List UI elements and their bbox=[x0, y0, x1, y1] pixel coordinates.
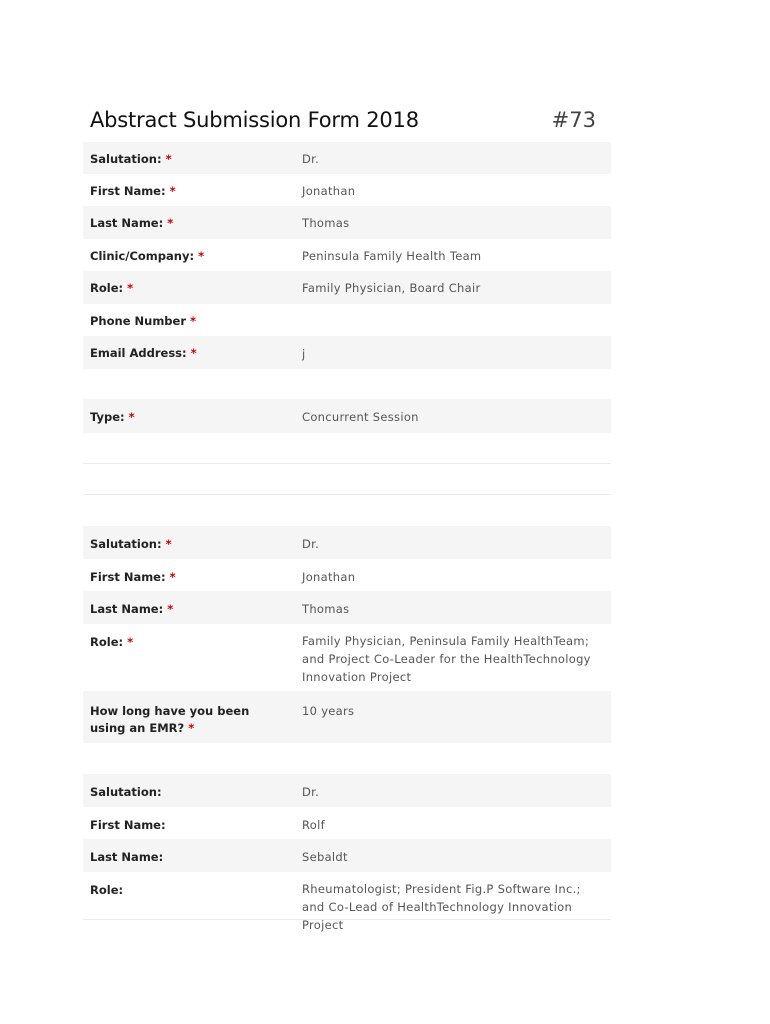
required-mark: * bbox=[165, 537, 172, 551]
field-label: Clinic/Company: * bbox=[90, 249, 205, 263]
field-label: Role: * bbox=[90, 281, 134, 295]
field-label: Salutation: * bbox=[90, 152, 172, 166]
field-value: Sebaldt bbox=[302, 850, 348, 864]
presenter1-emr-row bbox=[83, 691, 611, 743]
field-label: Email Address: * bbox=[90, 346, 197, 360]
required-mark: * bbox=[198, 249, 205, 263]
divider bbox=[83, 494, 611, 495]
field-value: Family Physician, Peninsula Family HealthTeam; and Project Co-Leader for the HealthTechnology Innovation Project bbox=[302, 634, 591, 684]
page-title: Abstract Submission Form 2018 bbox=[90, 108, 419, 132]
field-label: Last Name: bbox=[90, 850, 164, 864]
field-label: How long have you been using an EMR? * bbox=[90, 704, 250, 735]
field-value: Peninsula Family Health Team bbox=[302, 249, 482, 263]
required-mark: * bbox=[128, 410, 135, 424]
required-mark: * bbox=[165, 152, 172, 166]
form-header bbox=[90, 108, 610, 140]
submission-number: #73 bbox=[551, 108, 596, 132]
required-mark: * bbox=[127, 635, 134, 649]
presenter1-first-name-row bbox=[83, 559, 611, 591]
presenter1-last-name-row bbox=[83, 591, 611, 624]
required-mark: * bbox=[169, 570, 176, 584]
field-label: Role: bbox=[90, 883, 124, 897]
presenter1-salutation-row bbox=[83, 526, 611, 559]
field-value: Jonathan bbox=[302, 570, 356, 584]
presenter2-salutation-row bbox=[83, 774, 611, 807]
email-row bbox=[83, 336, 611, 369]
field-label: First Name: bbox=[90, 818, 166, 832]
role-row bbox=[83, 271, 611, 304]
required-mark: * bbox=[188, 721, 195, 735]
field-label: Salutation: bbox=[90, 785, 162, 799]
phone-row bbox=[83, 304, 611, 336]
company-row bbox=[83, 239, 611, 271]
divider bbox=[83, 463, 611, 464]
field-label: Type: * bbox=[90, 410, 135, 424]
required-mark: * bbox=[167, 602, 174, 616]
field-label: Last Name: * bbox=[90, 216, 174, 230]
field-value: Dr. bbox=[302, 785, 320, 799]
field-value: Dr. bbox=[302, 537, 320, 551]
required-mark: * bbox=[127, 281, 134, 295]
field-value: j bbox=[302, 347, 306, 361]
field-value: Thomas bbox=[302, 602, 350, 616]
presenter2-role-row bbox=[83, 872, 611, 932]
field-value: Family Physician, Board Chair bbox=[302, 281, 481, 295]
field-label: First Name: * bbox=[90, 184, 176, 198]
field-label: Salutation: * bbox=[90, 537, 172, 551]
required-mark: * bbox=[190, 314, 197, 328]
field-label: Phone Number * bbox=[90, 314, 197, 328]
field-label: Role: * bbox=[90, 635, 134, 649]
type-row bbox=[83, 399, 611, 433]
field-value: Concurrent Session bbox=[302, 410, 419, 424]
presenter1-role-row bbox=[83, 624, 611, 691]
first-name-row bbox=[83, 174, 611, 206]
field-value: Dr. bbox=[302, 152, 320, 166]
presenter2-last-name-row bbox=[83, 839, 611, 872]
last-name-row bbox=[83, 206, 611, 239]
required-mark: * bbox=[167, 216, 174, 230]
salutation-row bbox=[83, 142, 611, 174]
field-value: Thomas bbox=[302, 216, 350, 230]
field-value: Jonathan bbox=[302, 184, 356, 198]
field-label: First Name: * bbox=[90, 570, 176, 584]
required-mark: * bbox=[190, 346, 197, 360]
field-value: Rheumatologist; President Fig.P Software Inc.; and Co-Lead of HealthTechnology Innovation Project bbox=[302, 882, 581, 932]
field-value: 10 years bbox=[302, 704, 355, 718]
required-mark: * bbox=[169, 184, 176, 198]
field-label: Last Name: * bbox=[90, 602, 174, 616]
field-value: Rolf bbox=[302, 818, 325, 832]
presenter2-first-name-row bbox=[83, 807, 611, 839]
